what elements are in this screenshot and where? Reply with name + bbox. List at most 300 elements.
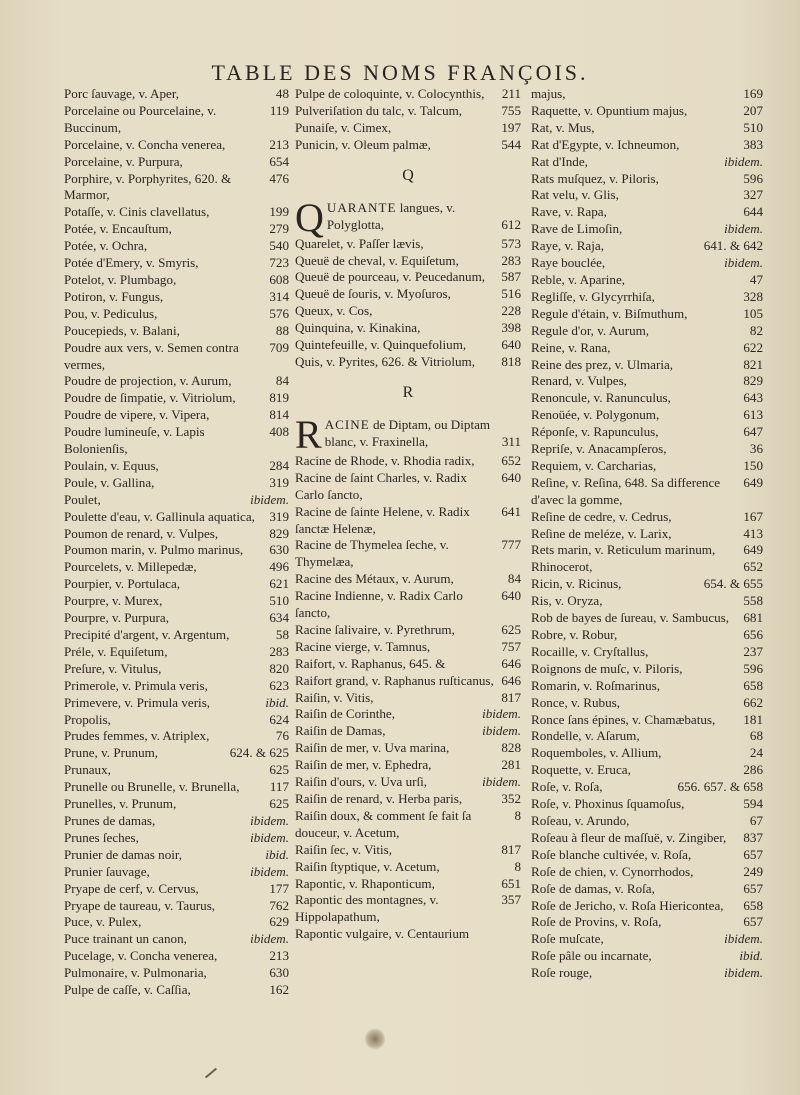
index-entry (295, 859, 521, 876)
entry-page: 646 (501, 672, 521, 688)
entry-text: Propolis, (64, 711, 111, 727)
entry-page: 630 (269, 965, 289, 981)
index-entry (531, 931, 763, 948)
entry-page: 587 (501, 269, 521, 285)
entry-text: Queuë de pourceau, v. Peucedanum, (295, 269, 486, 285)
entry-page: 237 (743, 643, 763, 659)
index-entry (295, 504, 521, 538)
index-entry (531, 272, 763, 289)
entry-text: Racine des Métaux, v. Aurum, (295, 571, 454, 587)
index-entry (64, 762, 289, 779)
entry-text: majus, (531, 86, 566, 101)
index-entry (295, 740, 521, 757)
entry-page: 629 (269, 914, 289, 930)
index-entry (64, 830, 289, 847)
entry-text: Rondelle, v. Aſarum, (531, 728, 640, 744)
index-entry (531, 542, 763, 559)
index-entry (531, 965, 763, 982)
entry-page: 199 (269, 204, 289, 220)
entry-page: 709 (269, 339, 289, 355)
entry-page: 817 (501, 689, 521, 705)
entry-page: ibidem. (724, 153, 763, 169)
entry-page: 625 (269, 762, 289, 778)
entry-text: Pryape de taureau, v. Taurus, (64, 897, 216, 913)
entry-text: Rat, v. Mus, (531, 119, 595, 135)
entry-text: Roſeau à fleur de maſſuë, v. Zingiber, (531, 829, 727, 845)
entry-page: 181 (743, 711, 763, 727)
index-entry (64, 914, 289, 931)
entry-page: ibidem. (250, 812, 289, 828)
index-entry (64, 610, 289, 627)
entry-text: Pulpe de caſſe, v. Caſſia, (64, 982, 191, 998)
entry-text: Prunelle ou Brunelle, v. Brunella, (64, 779, 240, 795)
entry-page: 837 (743, 829, 763, 845)
entry-text: Pulveriſation du talc, v. Talcum, (295, 102, 463, 118)
index-entry-q-first (295, 194, 521, 240)
entry-text: Pourpre, v. Purpura, (64, 610, 169, 626)
section-letter-q: Q (402, 166, 414, 184)
section-letter-r: R (402, 383, 414, 401)
entry-text: Regule d'étain, v. Biſmuthum, (531, 305, 688, 321)
index-entry (295, 706, 521, 723)
entry-text: Poulet, (64, 491, 101, 507)
index-entry (295, 120, 521, 137)
entry-text: Pulpe de coloquinte, v. Colocynthis, (295, 86, 485, 101)
entry-page: 658 (743, 677, 763, 693)
entry-page: 656. 657. & 658 (677, 779, 763, 795)
entry-page: 516 (501, 286, 521, 302)
index-entry (64, 627, 289, 644)
entry-page: 652 (743, 559, 763, 575)
entry-text: Primevere, v. Primula veris, (64, 694, 211, 710)
index-entry (64, 289, 289, 306)
entry-text: Potiron, v. Fungus, (64, 288, 164, 304)
entry-page: 777 (501, 537, 521, 553)
entry-text: Pryape de cerf, v. Cervus, (64, 880, 199, 896)
index-entry (531, 373, 763, 390)
entry-text: Roſe rouge, (531, 965, 593, 981)
entry-page: 649 (743, 542, 763, 558)
entry-page: 612 (501, 216, 521, 232)
entry-text: Roſe de damas, v. Roſa, (531, 880, 655, 896)
index-entry (531, 881, 763, 898)
index-entry (64, 238, 289, 255)
entry-text: Rave, v. Rapa, (531, 204, 607, 220)
index-entry (295, 842, 521, 859)
drop-cap-r: R (295, 411, 322, 457)
entry-page: 47 (749, 271, 763, 287)
entry-text: Raiſin, v. Vitis, (295, 689, 374, 705)
ink-mark (205, 1068, 217, 1079)
entry-page: 84 (507, 571, 521, 587)
index-entry (64, 559, 289, 576)
entry-text: Roſe, v. Phoxinus ſquamoſus, (531, 796, 685, 812)
entry-page: 657 (743, 846, 763, 862)
entry-page: 68 (749, 728, 763, 744)
entry-text: Poulette d'eau, v. Gallinula aquatica, (64, 508, 255, 524)
entry-page: 327 (743, 187, 763, 203)
drop-cap-q: Q (295, 194, 324, 240)
entry-text: Rave de Limoſin, (531, 221, 623, 237)
entry-text: Roſe de chien, v. Cynorrhodos, (531, 863, 694, 879)
entry-text: Queux, v. Cos, (295, 303, 373, 319)
index-entry (531, 458, 763, 475)
entry-text: Roquemboles, v. Allium, (531, 745, 662, 761)
index-entry (531, 137, 763, 154)
index-entry (64, 458, 289, 475)
entry-page: 357 (501, 892, 521, 908)
entry-page: 641 (501, 503, 521, 519)
entry-page: 169 (743, 86, 763, 101)
entry-page: 829 (743, 373, 763, 389)
entry-page: 510 (269, 593, 289, 609)
entry-text: Punicin, v. Oleum palmæ, (295, 136, 431, 152)
index-column-1 (64, 86, 289, 999)
entry-page: ibidem. (482, 723, 521, 739)
entry-text: Quarelet, v. Paſſer lævis, (295, 235, 424, 251)
index-entry (64, 644, 289, 661)
index-entry (295, 86, 521, 103)
index-entry (295, 571, 521, 588)
index-entry (64, 931, 289, 948)
entry-text: Poudre de vipere, v. Vipera, (64, 407, 210, 423)
index-entry (531, 340, 763, 357)
entry-text: Reine des prez, v. Ulmaria, (531, 356, 674, 372)
index-entry (64, 745, 289, 762)
entry-text: Rat d'Egypte, v. Ichneumon, (531, 136, 680, 152)
index-entry (531, 103, 763, 120)
index-entry (295, 876, 521, 893)
index-entry (295, 690, 521, 707)
index-entry (531, 238, 763, 255)
index-entry (295, 757, 521, 774)
entry-text: Roſe blanche cultivée, v. Roſa, (531, 846, 692, 862)
entry-page: 640 (501, 469, 521, 485)
entry-page: 36 (749, 441, 763, 457)
index-entry (64, 221, 289, 238)
entry-text: Rat velu, v. Glis, (531, 187, 619, 203)
index-group-r (295, 453, 521, 943)
index-entry (64, 982, 289, 999)
index-entry (64, 340, 289, 374)
entry-page: ibid. (265, 846, 289, 862)
index-entry (64, 542, 289, 559)
index-entry (531, 526, 763, 543)
entry-text: Reſine de meléze, v. Larix, (531, 525, 672, 541)
entry-page: 117 (269, 779, 289, 795)
index-entry (64, 255, 289, 272)
entry-text: Poucepieds, v. Balani, (64, 322, 180, 338)
entry-page: 646 (501, 655, 521, 671)
entry-text: Prudes femmes, v. Atriplex, (64, 728, 210, 744)
entry-text: Potaſſe, v. Cinis clavellatus, (64, 204, 210, 220)
entry-text: Rat d'Inde, (531, 153, 588, 169)
index-entry (531, 475, 763, 509)
entry-text: Réponſe, v. Rapunculus, (531, 424, 659, 440)
index-entry (64, 272, 289, 289)
index-entry (295, 723, 521, 740)
entry-page: 644 (743, 204, 763, 220)
entry-page: 622 (743, 339, 763, 355)
index-entry (295, 354, 521, 371)
entry-text: Renard, v. Vulpes, (531, 373, 627, 389)
entry-page: 640 (501, 588, 521, 604)
index-entry (64, 881, 289, 898)
index-group-q (295, 236, 521, 371)
index-entry (531, 357, 763, 374)
entry-text: Prunelles, v. Prunum, (64, 796, 177, 812)
entry-page: 476 (269, 170, 289, 186)
entry-text: langues, v. Polyglotta, (326, 199, 456, 232)
index-entry (531, 796, 763, 813)
entry-text: Potée, v. Encauſtum, (64, 221, 172, 237)
entry-page: 647 (743, 424, 763, 440)
entry-page: 24 (749, 745, 763, 761)
index-entry (64, 965, 289, 982)
entry-page: ibidem. (482, 706, 521, 722)
index-entry (531, 255, 763, 272)
entry-text: Quinquina, v. Kinakina, (295, 320, 421, 336)
entry-page: 828 (501, 740, 521, 756)
index-entry (64, 424, 289, 458)
index-entry (295, 639, 521, 656)
entry-text: Pourpier, v. Portulaca, (64, 576, 181, 592)
index-entry (295, 470, 521, 504)
entry-text: Prunaux, (64, 762, 111, 778)
entry-page: 657 (743, 880, 763, 896)
index-entry (64, 154, 289, 171)
entry-text: Pou, v. Pediculus, (64, 305, 158, 321)
entry-page: 314 (269, 288, 289, 304)
entry-text: Puce trainant un canon, (64, 931, 187, 947)
entry-page: 383 (743, 136, 763, 152)
page-title: TABLE DES NOMS FRANÇOIS. (211, 60, 589, 85)
index-group-p-continued (295, 86, 521, 154)
entry-text: Poudre de ſimpatie, v. Vitriolum, (64, 390, 236, 406)
index-entry (531, 390, 763, 407)
entry-text: Quintefeuille, v. Quinquefolium, (295, 337, 467, 353)
index-column-2 (295, 86, 521, 943)
entry-page: 213 (269, 948, 289, 964)
index-entry (64, 492, 289, 509)
index-entry (531, 627, 763, 644)
entry-page: ibidem. (250, 829, 289, 845)
index-entry (64, 306, 289, 323)
entry-smallcaps: UARANTE (326, 199, 397, 215)
index-entry (531, 864, 763, 881)
entry-text: Pucelage, v. Concha venerea, (64, 948, 218, 964)
entry-text: Raifort, v. Raphanus, 645. & (295, 655, 446, 671)
entry-text: Roſe de Provins, v. Roſa, (531, 914, 662, 930)
entry-text: Pourpre, v. Murex, (64, 593, 163, 609)
entry-page: 558 (743, 593, 763, 609)
entry-text: Raiſin ſtyptique, v. Acetum, (295, 858, 440, 874)
entry-page: 8 (514, 858, 521, 874)
index-entry (64, 678, 289, 695)
entry-text: Pulmonaire, v. Pulmonaria, (64, 965, 207, 981)
entry-text: Raiſin ſec, v. Vitis, (295, 841, 393, 857)
entry-text: Raiſin de renard, v. Herba paris, (295, 791, 463, 806)
index-entry (64, 475, 289, 492)
entry-page: ibid. (265, 694, 289, 710)
entry-page: 829 (269, 525, 289, 541)
index-entry (64, 576, 289, 593)
index-entry (531, 441, 763, 458)
entry-text: Poudre de projection, v. Aurum, (64, 373, 232, 389)
entry-page: 162 (269, 982, 289, 998)
index-entry-r-first (295, 411, 521, 457)
entry-page: 651 (501, 875, 521, 891)
entry-page: 624 (269, 711, 289, 727)
index-entry (531, 204, 763, 221)
entry-text: Potelot, v. Plumbago, (64, 271, 177, 287)
entry-page: 207 (743, 102, 763, 118)
entry-text: Poule, v. Gallina, (64, 474, 155, 490)
index-entry (64, 712, 289, 729)
index-entry (531, 661, 763, 678)
entry-page: 654 (269, 153, 289, 169)
index-entry (295, 286, 521, 303)
entry-page: 413 (743, 525, 763, 541)
index-entry (295, 791, 521, 808)
entry-text: Raiſin de mer, v. Uva marina, (295, 740, 450, 756)
entry-page: 76 (275, 728, 289, 744)
entry-text: Precipité d'argent, v. Argentum, (64, 627, 230, 642)
entry-page: 8 (514, 807, 521, 823)
index-entry (531, 187, 763, 204)
entry-page: 211 (501, 86, 521, 101)
entry-page: 623 (269, 677, 289, 693)
entry-page: ibidem. (724, 965, 763, 981)
entry-text: Racine de ſainte Helene, v. Radix ſanctæ Helenæ, (295, 503, 470, 536)
entry-text: Prune, v. Prunum, (64, 745, 159, 761)
entry-text: Rocaille, v. Cryſtallus, (531, 643, 649, 659)
entry-page: 594 (743, 796, 763, 812)
index-entry (295, 453, 521, 470)
entry-page: 352 (501, 791, 521, 806)
entry-page: 119 (269, 102, 289, 118)
index-entry (531, 171, 763, 188)
entry-page: 641. & 642 (703, 238, 763, 254)
entry-page: 249 (743, 863, 763, 879)
index-entry (64, 695, 289, 712)
entry-text: Rhinocerot, (531, 559, 593, 575)
entry-text: Pourcelets, v. Millepedæ, (64, 559, 197, 575)
entry-text: Roſeau, v. Arundo, (531, 812, 630, 828)
index-entry (531, 509, 763, 526)
entry-page: 654. & 655 (703, 576, 763, 592)
entry-text: Regule d'or, v. Aurum, (531, 322, 650, 338)
entry-text: Reſine de cedre, v. Cedrus, (531, 508, 672, 524)
entry-text: Racine vierge, v. Tamnus, (295, 638, 431, 654)
entry-page: ibidem. (250, 491, 289, 507)
index-entry (295, 892, 521, 926)
entry-page: 281 (501, 757, 521, 773)
index-entry (531, 289, 763, 306)
index-entry (531, 914, 763, 931)
index-entry (531, 86, 763, 103)
entry-text: Reble, v. Aparine, (531, 271, 626, 287)
index-entry (64, 593, 289, 610)
entry-text: Roſe muſcate, (531, 931, 604, 947)
index-entry (295, 673, 521, 690)
entry-page: ibid. (739, 948, 763, 964)
entry-page: 573 (501, 235, 521, 251)
index-entry (64, 171, 289, 205)
entry-text: Racine de Rhode, v. Rhodia radix, (295, 452, 475, 468)
entry-page: 656 (743, 627, 763, 642)
entry-text: Racine ſalivaire, v. Pyrethrum, (295, 621, 455, 637)
entry-page: 649 (743, 474, 763, 490)
paper-stain (365, 1028, 385, 1050)
entry-text: Racine de Thymelea ſeche, v. Thymelæa, (295, 537, 449, 570)
entry-text: Prunes ſeches, (64, 829, 139, 845)
index-entry (531, 779, 763, 796)
entry-text: Roſe pâle ou incarnate, (531, 948, 652, 964)
entry-page: ibidem. (724, 221, 763, 237)
index-entry (64, 86, 289, 103)
entry-page: 814 (269, 407, 289, 423)
entry-text: Préle, v. Equiſetum, (64, 643, 168, 659)
entry-page: 576 (269, 305, 289, 321)
index-entry (531, 728, 763, 745)
index-entry (295, 656, 521, 673)
entry-page: 58 (275, 627, 289, 642)
entry-page: 279 (269, 221, 289, 237)
entry-page: 819 (269, 390, 289, 406)
entry-page: 608 (269, 271, 289, 287)
entry-page: 757 (501, 638, 521, 654)
entry-page: 540 (269, 238, 289, 254)
entry-text: Potée, v. Ochra, (64, 238, 148, 254)
index-entry (64, 813, 289, 830)
entry-text: Queuë de cheval, v. Equiſetum, (295, 252, 459, 268)
entry-text: Renoüée, v. Polygonum, (531, 407, 660, 423)
entry-text: Poulain, v. Equus, (64, 457, 159, 473)
index-entry (295, 808, 521, 842)
entry-page: 84 (275, 373, 289, 389)
entry-text: Puce, v. Pulex, (64, 914, 142, 930)
entry-page: ibidem. (482, 774, 521, 790)
entry-text: Rets marin, v. Reticulum marinum, (531, 542, 716, 558)
index-entry (295, 103, 521, 120)
index-entry (531, 948, 763, 965)
entry-page: 398 (501, 320, 521, 336)
index-entry (531, 424, 763, 441)
index-entry (64, 847, 289, 864)
index-entry (531, 576, 763, 593)
index-entry (64, 509, 289, 526)
entry-text: de Diptam, ou Diptam blanc, v. Fraxinella, (324, 416, 491, 449)
entry-text: Porcelaine ou Pourcelaine, v. Buccinum, (64, 102, 217, 135)
index-entry (531, 610, 763, 627)
entry-text: Raquette, v. Opuntium majus, (531, 102, 688, 118)
entry-text: Quis, v. Pyrites, 626. & Vitriolum, (295, 353, 475, 369)
entry-page: 213 (269, 136, 289, 152)
entry-page: 723 (269, 255, 289, 271)
entry-text: Potée d'Emery, v. Smyris, (64, 255, 199, 271)
entry-page: 634 (269, 610, 289, 626)
index-entry (64, 948, 289, 965)
index-entry (295, 337, 521, 354)
index-entry (64, 204, 289, 221)
entry-page: 625 (269, 796, 289, 812)
index-entry (64, 779, 289, 796)
index-entry (64, 864, 289, 881)
entry-text: Porcelaine, v. Concha venerea, (64, 136, 226, 152)
entry-page: 621 (269, 576, 289, 592)
entry-text: Regliſſe, v. Glycyrrhiſa, (531, 288, 655, 304)
